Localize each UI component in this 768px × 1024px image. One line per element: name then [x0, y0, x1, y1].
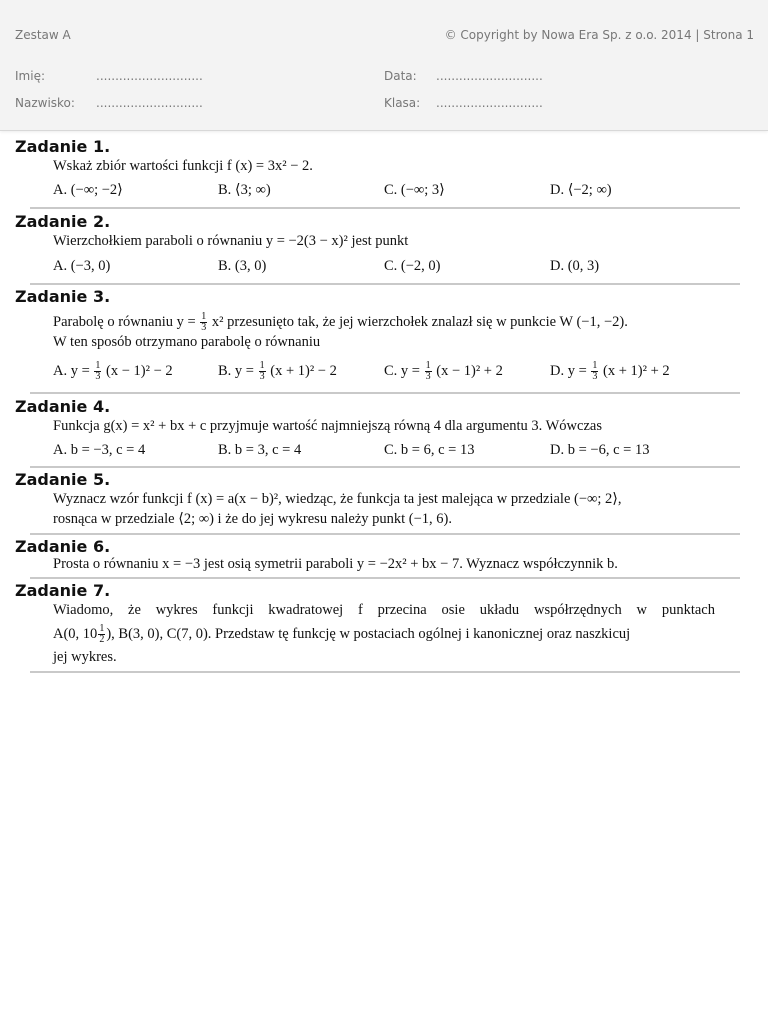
task-6-text: Prosta o równaniu x = −3 jest osią symetrii paraboli y = −2x² + bx − 7. Wyznacz współczynnik b. [53, 556, 618, 572]
task-5-text: Wyznacz wzór funkcji f (x) = a(x − b)², wiedząc, że funkcja ta jest malejąca w przedziale (−∞; 2⟩, [53, 491, 622, 507]
task-3-text [53, 312, 628, 333]
set-label: Zestaw A [15, 28, 71, 42]
task-7-title: Zadanie 7. [15, 581, 111, 600]
separator [30, 671, 740, 673]
name-label: Imię: [15, 69, 45, 83]
name-field: ............................ [96, 69, 203, 83]
task-4-option-b: B. b = 3, c = 4 [218, 442, 302, 458]
task-3-option-b: B. y = $\frac{1}{3}$ (x + 1)² − 2 [218, 360, 337, 382]
separator [30, 577, 740, 579]
task-3-option-d: D. y = $\frac{1}{3}$ (x + 1)² + 2 [550, 360, 670, 382]
date-label: Data: [384, 69, 417, 83]
task-2-option-a: A. (−3, 0) [53, 258, 111, 274]
task-1-option-b: B. ⟨3; ∞) [218, 182, 271, 198]
fraction: $\frac{1}{3}$ [425, 360, 431, 382]
task-3-text-2: W ten sposób otrzymano parabolę o równaniu [53, 334, 321, 350]
task-1-text: Wskaż zbiór wartości funkcji f (x) = 3x² − 2. [53, 158, 313, 174]
task-6-title: Zadanie 6. [15, 537, 111, 556]
fraction: $\frac{1}{3}$ [592, 360, 598, 382]
worksheet-header [0, 0, 768, 131]
fraction: $\frac{1}{2}$ [99, 623, 105, 645]
task-1-option-a: A. (−∞; −2⟩ [53, 182, 123, 198]
class-field: ............................ [436, 96, 543, 110]
separator [30, 207, 740, 209]
surname-field: ............................ [96, 96, 203, 110]
task-5-text-2: rosnąca w przedziale ⟨2; ∞) i że do jej wykresu należy punkt (−1, 6). [53, 511, 453, 527]
separator [30, 283, 740, 285]
fraction: $\frac{1}{3}$ [201, 311, 207, 333]
task-1-option-d: D. ⟨−2; ∞) [550, 182, 612, 198]
task-2-option-c: C. (−2, 0) [384, 258, 441, 274]
task-3-title: Zadanie 3. [15, 287, 111, 306]
task-2-option-b: B. (3, 0) [218, 258, 267, 274]
task-4-text: Funkcja g(x) = x² + bx + c przyjmuje wartość najmniejszą równą 4 dla argumentu 3. Wówczas [53, 418, 602, 434]
task-3-option-c: C. y = $\frac{1}{3}$ (x − 1)² + 2 [384, 360, 503, 382]
task-3-text-end: x² przesunięto tak, że jej wierzchołek znalazł się w punkcie W (−1, −2). [211, 313, 628, 330]
task-4-option-a: A. b = −3, c = 4 [53, 442, 146, 458]
separator [30, 466, 740, 468]
task-2-text: Wierzchołkiem paraboli o równaniu y = −2(3 − x)² jest punkt [53, 233, 409, 249]
separator [30, 533, 740, 535]
task-4-option-d: D. b = −6, c = 13 [550, 442, 650, 458]
separator [30, 392, 740, 394]
task-4-option-c: C. b = 6, c = 13 [384, 442, 475, 458]
task-4-title: Zadanie 4. [15, 397, 111, 416]
task-2-option-d: D. (0, 3) [550, 258, 600, 274]
surname-label: Nazwisko: [15, 96, 75, 110]
date-field: ............................ [436, 69, 543, 83]
task-1-option-c: C. (−∞; 3⟩ [384, 182, 445, 198]
task-3-option-a: A. y = $\frac{1}{3}$ (x − 1)² − 2 [53, 360, 173, 382]
task-5-title: Zadanie 5. [15, 470, 111, 489]
task-7-text: Wiadomo, że wykres funkcji kwadratowej f przecina osie układu współrzędnych w punktach [53, 602, 715, 618]
copyright-text: © Copyright by Nowa Era Sp. z o.o. 2014 | Strona 1 [444, 28, 754, 42]
fraction: $\frac{1}{3}$ [95, 360, 101, 382]
task-2-title: Zadanie 2. [15, 212, 111, 231]
class-label: Klasa: [384, 96, 421, 110]
task-3-text-start: Parabolę o równaniu y = [53, 313, 196, 330]
task-1-title: Zadanie 1. [15, 137, 111, 156]
task-7-text-2: A(0, 10 $\frac{1}{2}$ ), B(3, 0), C(7, 0). Przedstaw tę funkcję w postaciach ogólnej i kanonicznej oraz naszkicuj [53, 623, 631, 645]
task-7-text-3: jej wykres. [53, 649, 117, 665]
fraction: $\frac{1}{3}$ [259, 360, 265, 382]
